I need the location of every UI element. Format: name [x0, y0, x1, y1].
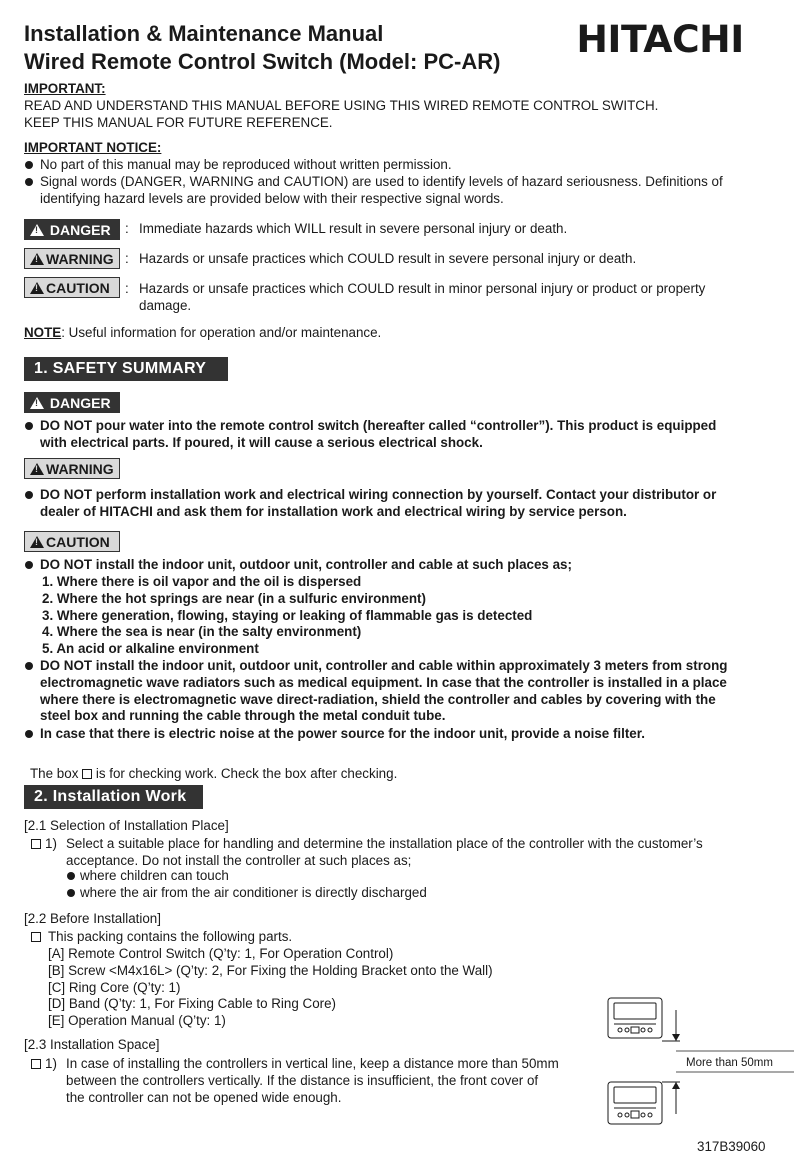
caution-definition: [139, 281, 705, 315]
section-2-3-num: 1): [45, 1056, 57, 1071]
section-2-3-line-1: In case of installing the controllers in vertical line, keep a distance more than 50mm: [66, 1056, 559, 1071]
section-2-1-bullet-2: where the air from the air conditioner is directly discharged: [80, 885, 427, 900]
title-line-2: Wired Remote Control Switch (Model: PC-AR): [24, 49, 501, 74]
section-2-3-line-3: the controller can not be opened wide enough.: [66, 1089, 342, 1105]
warning-colon: :: [125, 251, 129, 266]
section-2-1-line-2: acceptance. Do not install the controller at such places as;: [66, 852, 412, 868]
section-2-3-text: [66, 1056, 559, 1106]
caution-list: [42, 574, 532, 658]
warning-triangle-icon: [30, 253, 44, 265]
upper-controller-icon: [608, 998, 662, 1038]
warning-label: WARNING: [46, 461, 114, 477]
caution-badge: [24, 277, 120, 298]
notice-bullet-1: No part of this manual may be reproduced without written permission.: [40, 157, 452, 172]
note-text: : Useful information for operation and/or maintenance.: [61, 325, 382, 340]
list-item: [D] Band (Q’ty: 1, For Fixing Cable to Ring Core): [48, 996, 337, 1012]
hitachi-logo: HITACHI: [576, 18, 744, 61]
danger-safety-line-1: DO NOT pour water into the remote control switch (hereafter called “controller”). This product is equipped: [40, 418, 717, 433]
diagram-label: More than 50mm: [686, 1057, 773, 1069]
notice-bullet-2-line-2: identifying hazard levels are provided below with their respective signal words.: [40, 190, 504, 206]
notice-bullet-2: [40, 174, 723, 208]
important-heading: IMPORTANT:: [24, 81, 106, 96]
section-2-heading: 2. Installation Work: [24, 785, 203, 809]
notice-heading: IMPORTANT NOTICE:: [24, 140, 162, 155]
danger-label: DANGER: [49, 395, 111, 411]
warning-badge-safety: [24, 458, 120, 479]
warning-triangle-icon: [30, 463, 44, 475]
warning-triangle-icon: [30, 224, 44, 236]
important-line-1: READ AND UNDERSTAND THIS MANUAL BEFORE USING THIS WIRED REMOTE CONTROL SWITCH.: [24, 97, 659, 113]
important-line-2: KEEP THIS MANUAL FOR FUTURE REFERENCE.: [24, 114, 333, 130]
note: [24, 325, 381, 342]
section-2-1-checkbox[interactable]: [31, 839, 41, 849]
installation-space-diagram: [598, 996, 798, 1130]
list-item: [E] Operation Manual (Q’ty: 1): [48, 1013, 226, 1029]
bullet-icon: [25, 561, 33, 569]
caution-safety-intro: DO NOT install the indoor unit, outdoor unit, controller and cable at such places as;: [40, 557, 572, 572]
emw-text: [40, 658, 727, 725]
section-2-1-text: [66, 836, 703, 870]
notice-bullet-2-line-1: Signal words (DANGER, WARNING and CAUTION) are used to identify levels of hazard seriousness. Definitions of: [40, 174, 723, 189]
danger-badge: [24, 219, 120, 240]
emw-line-4: steel box and running the cable through the metal conduit tube.: [40, 708, 446, 724]
emw-line-1: DO NOT install the indoor unit, outdoor unit, controller and cable within approximately 3 meters from strong: [40, 658, 728, 673]
section-2-2-checkbox[interactable]: [31, 932, 41, 942]
bullet-icon: [25, 422, 33, 430]
warning-safety-text: [40, 487, 716, 521]
list-item: 1. Where there is oil vapor and the oil is dispersed: [42, 574, 362, 589]
caution-definition-line-1: Hazards or unsafe practices which COULD result in minor personal injury or product or property: [139, 281, 706, 296]
danger-badge-safety: [24, 392, 120, 413]
section-2-3-checkbox[interactable]: [31, 1059, 41, 1069]
caution-label: CAUTION: [46, 280, 110, 296]
section-2-2-heading: [2.2 Before Installation]: [24, 911, 161, 926]
warning-safety-line-2: dealer of HITACHI and ask them for installation work and electrical wiring by service person.: [40, 503, 627, 519]
list-item: 4. Where the sea is near (in the salty environment): [42, 624, 362, 640]
section-2-1-line-1: Select a suitable place for handling and determine the installation place of the controller with the customer’s: [66, 836, 703, 851]
bullet-icon: [67, 889, 75, 897]
section-2-2-intro: This packing contains the following parts.: [48, 929, 293, 944]
warning-safety-line-1: DO NOT perform installation work and electrical wiring connection by yourself. Contact your distributor or: [40, 487, 717, 502]
section-2-1-num: 1): [45, 836, 57, 851]
list-item: [A] Remote Control Switch (Q’ty: 1, For Operation Control): [48, 946, 394, 961]
caution-colon: :: [125, 281, 129, 296]
danger-colon: :: [125, 221, 129, 236]
checkbox-note-after: is for checking work. Check the box after checking.: [95, 766, 398, 781]
document-number: 317B39060: [697, 1139, 766, 1154]
checkbox-sample-icon: [82, 769, 92, 779]
note-label: NOTE: [24, 325, 62, 340]
section-2-3-heading: [2.3 Installation Space]: [24, 1037, 160, 1052]
warning-triangle-icon: [30, 282, 44, 294]
bullet-icon: [25, 161, 33, 169]
bullet-icon: [25, 662, 33, 670]
list-item: [B] Screw <M4x16L> (Q’ty: 2, For Fixing the Holding Bracket onto the Wall): [48, 962, 493, 978]
danger-label: DANGER: [49, 222, 111, 238]
section-2-3-line-2: between the controllers vertically. If the distance is insufficient, the front cover of: [66, 1072, 539, 1088]
danger-safety-line-2: with electrical parts. If poured, it will cause a serious electrical shock.: [40, 434, 483, 450]
warning-triangle-icon: [30, 397, 44, 409]
noise-text: In case that there is electric noise at the power source for the indoor unit, provide a noise filter.: [40, 726, 645, 741]
list-item: [C] Ring Core (Q’ty: 1): [48, 979, 181, 995]
bullet-icon: [25, 491, 33, 499]
caution-definition-line-2: damage.: [139, 297, 192, 313]
important-block: [24, 81, 658, 131]
title-line-1: Installation & Maintenance Manual: [24, 21, 384, 46]
list-item: 5. An acid or alkaline environment: [42, 641, 259, 657]
bullet-icon: [25, 730, 33, 738]
warning-triangle-icon: [30, 536, 44, 548]
emw-line-3: where there is electromagnetic wave direct-radiation, shield the controller and cables by covering with the: [40, 691, 716, 707]
danger-definition: Immediate hazards which WILL result in severe personal injury or death.: [139, 221, 568, 236]
danger-safety-text: [40, 418, 716, 452]
checkbox-note: [30, 766, 397, 783]
section-2-1-heading: [2.1 Selection of Installation Place]: [24, 818, 229, 833]
section-1-heading: 1. SAFETY SUMMARY: [24, 357, 228, 381]
warning-label: WARNING: [46, 251, 114, 267]
caution-badge-safety: [24, 531, 120, 552]
page-title: [24, 20, 500, 76]
warning-definition: Hazards or unsafe practices which COULD result in severe personal injury or death.: [139, 251, 637, 266]
list-item: 3. Where generation, flowing, staying or leaking of flammable gas is detected: [42, 607, 533, 623]
warning-badge: [24, 248, 120, 269]
section-2-1-bullet-1: where children can touch: [80, 868, 229, 883]
list-item: 2. Where the hot springs are near (in a sulfuric environment): [42, 590, 426, 606]
emw-line-2: electromagnetic wave radiators such as medical equipment. In case that the controller is installed in a place: [40, 674, 727, 690]
bullet-icon: [25, 178, 33, 186]
checkbox-note-before: The box: [30, 766, 79, 781]
caution-label: CAUTION: [46, 534, 110, 550]
bullet-icon: [67, 872, 75, 880]
parts-list: [48, 946, 493, 1030]
